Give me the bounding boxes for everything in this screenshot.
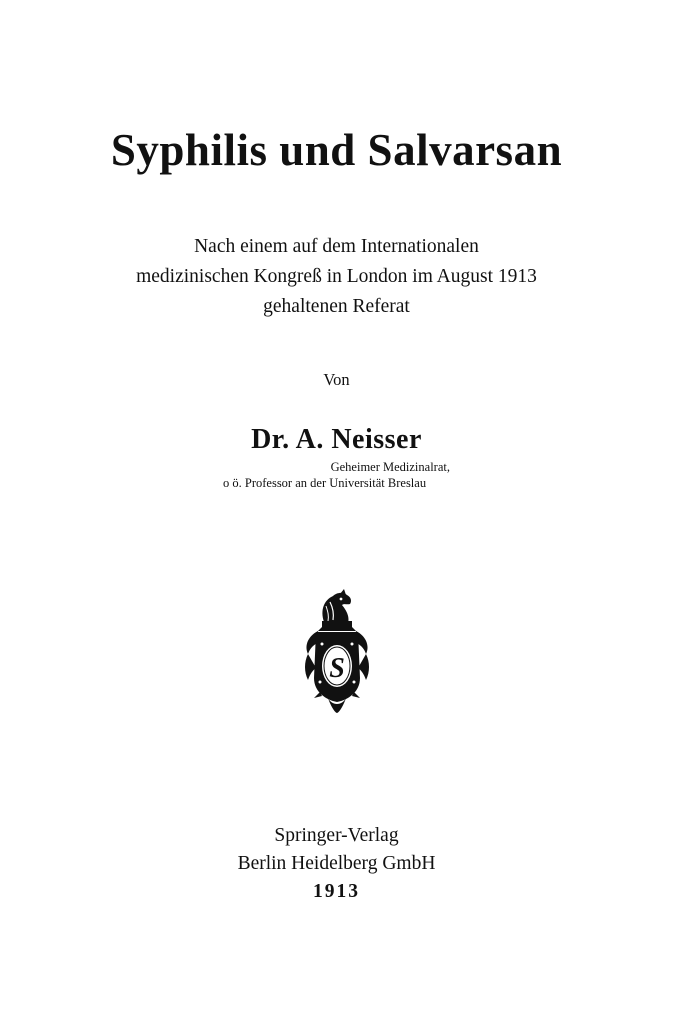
publisher-location: Berlin Heidelberg GmbH bbox=[237, 853, 436, 874]
author-affiliation bbox=[223, 459, 450, 491]
subtitle-line-3: gehaltenen Referat bbox=[263, 296, 410, 317]
logo-monogram: S bbox=[329, 653, 345, 684]
book-title: Syphilis und Salvarsan bbox=[110, 125, 563, 175]
affiliation-line-2: o ö. Professor an der Universität Breslau bbox=[223, 476, 427, 490]
author-name: Dr. A. Neisser bbox=[251, 424, 422, 455]
publication-year: 1913 bbox=[313, 881, 360, 902]
subtitle-line-2: medizinischen Kongreß in London im August 1913 bbox=[136, 266, 537, 287]
byline: Von bbox=[323, 370, 350, 389]
publisher bbox=[0, 822, 673, 878]
springer-horse-emblem-icon bbox=[300, 588, 374, 714]
publisher-name: Springer-Verlag bbox=[274, 825, 399, 846]
subtitle bbox=[0, 232, 673, 322]
subtitle-line-1: Nach einem auf dem Internationalen bbox=[194, 236, 479, 257]
affiliation-line-1: Geheimer Medizinalrat, bbox=[330, 460, 450, 474]
